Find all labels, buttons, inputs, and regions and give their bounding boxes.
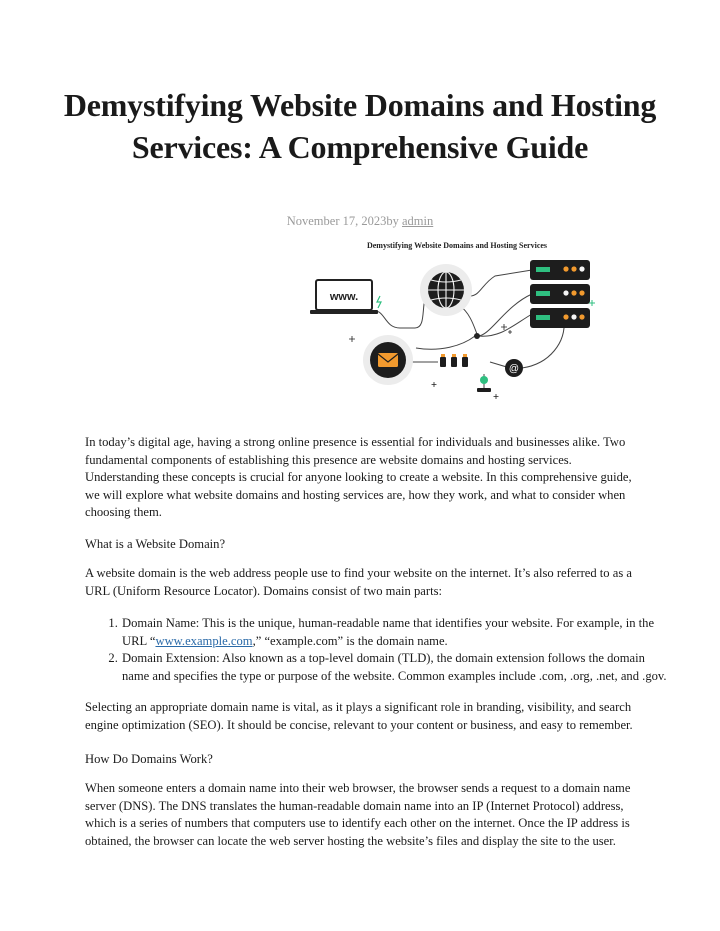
list-item-text: Domain Name: This is the unique, human-readable name that identifies your website. For example, in the URL “ (122, 616, 655, 648)
mail-icon (363, 335, 413, 385)
post-date: November 17, 2023 (286, 214, 387, 228)
globe-icon (420, 264, 472, 316)
article-meta (60, 214, 660, 229)
laptop-icon (310, 280, 378, 314)
illustration-caption: Demystifying Website Domains and Hosting Services (366, 241, 548, 250)
featured-illustration (300, 236, 615, 406)
server-rack-icon (530, 260, 590, 328)
by-label: by (386, 214, 399, 228)
list-item-text: ,” “example.com” is the domain name. (252, 633, 448, 648)
list-item (121, 615, 671, 650)
intro-paragraph: In today’s digital age, having a strong online presence is essential for individuals and businesses alike. Two fundamental components of establishing this presence are website domains and hosting services. Understanding these concepts is crucial for anyone looking to create a website. In this comprehensive guide, we will explore what website domains and hosting services are, how they work, and what to consider when choosing them. (85, 435, 632, 520)
svg-text:@: @ (508, 363, 520, 375)
domain-parts-list (85, 615, 671, 685)
junction-dot (474, 333, 480, 339)
article-title: Demystifying Website Domains and Hosting Services: A Comprehensive Guide (63, 87, 657, 165)
spark-icon (377, 296, 381, 308)
network-node-icon (477, 376, 491, 392)
laptop-screen-text: www. (329, 291, 359, 303)
star-icon (501, 324, 512, 334)
sparkle-icon-3 (432, 382, 437, 387)
example-url-link[interactable]: www.example.com (155, 633, 253, 648)
author-link[interactable]: admin (402, 214, 434, 228)
domain-paragraph: A website domain is the web address people use to find your website on the internet. It’s also referred to as a URL (Uniform Resource Locator). Domains consist of two main parts: (85, 566, 632, 598)
sparkle-icon-4 (494, 394, 499, 399)
selecting-domain-paragraph: Selecting an appropriate domain name is vital, as it plays a significant role in branding, visibility, and search engine optimization (SEO). It should be concise, relevant to your content or business, and easy to remember. (85, 700, 633, 732)
list-item: 2. Domain Extension: Also known as a top-level domain (TLD), the domain extension follows the domain name and specifies the type or purpose of the website. Common examples include .com, .org, .net, and .gov. (121, 650, 671, 685)
connector-plugs-icon (440, 354, 468, 367)
at-sign-icon (505, 359, 523, 377)
section-heading-how: How Do Domains Work? (85, 752, 213, 766)
section-heading-domain: What is a Website Domain? (85, 537, 226, 551)
sparkle-icon-2 (349, 336, 355, 342)
how-domains-paragraph: When someone enters a domain name into their web browser, the browser sends a request to a domain name server (DNS). The DNS translates the human-readable domain name into an IP (Internet Protocol) address, which is a series of numbers that computers use to identify each other on the internet. Once the IP address is obtained, the browser can locate the web server hosting the website’s files and display the site to the user. (85, 781, 631, 848)
